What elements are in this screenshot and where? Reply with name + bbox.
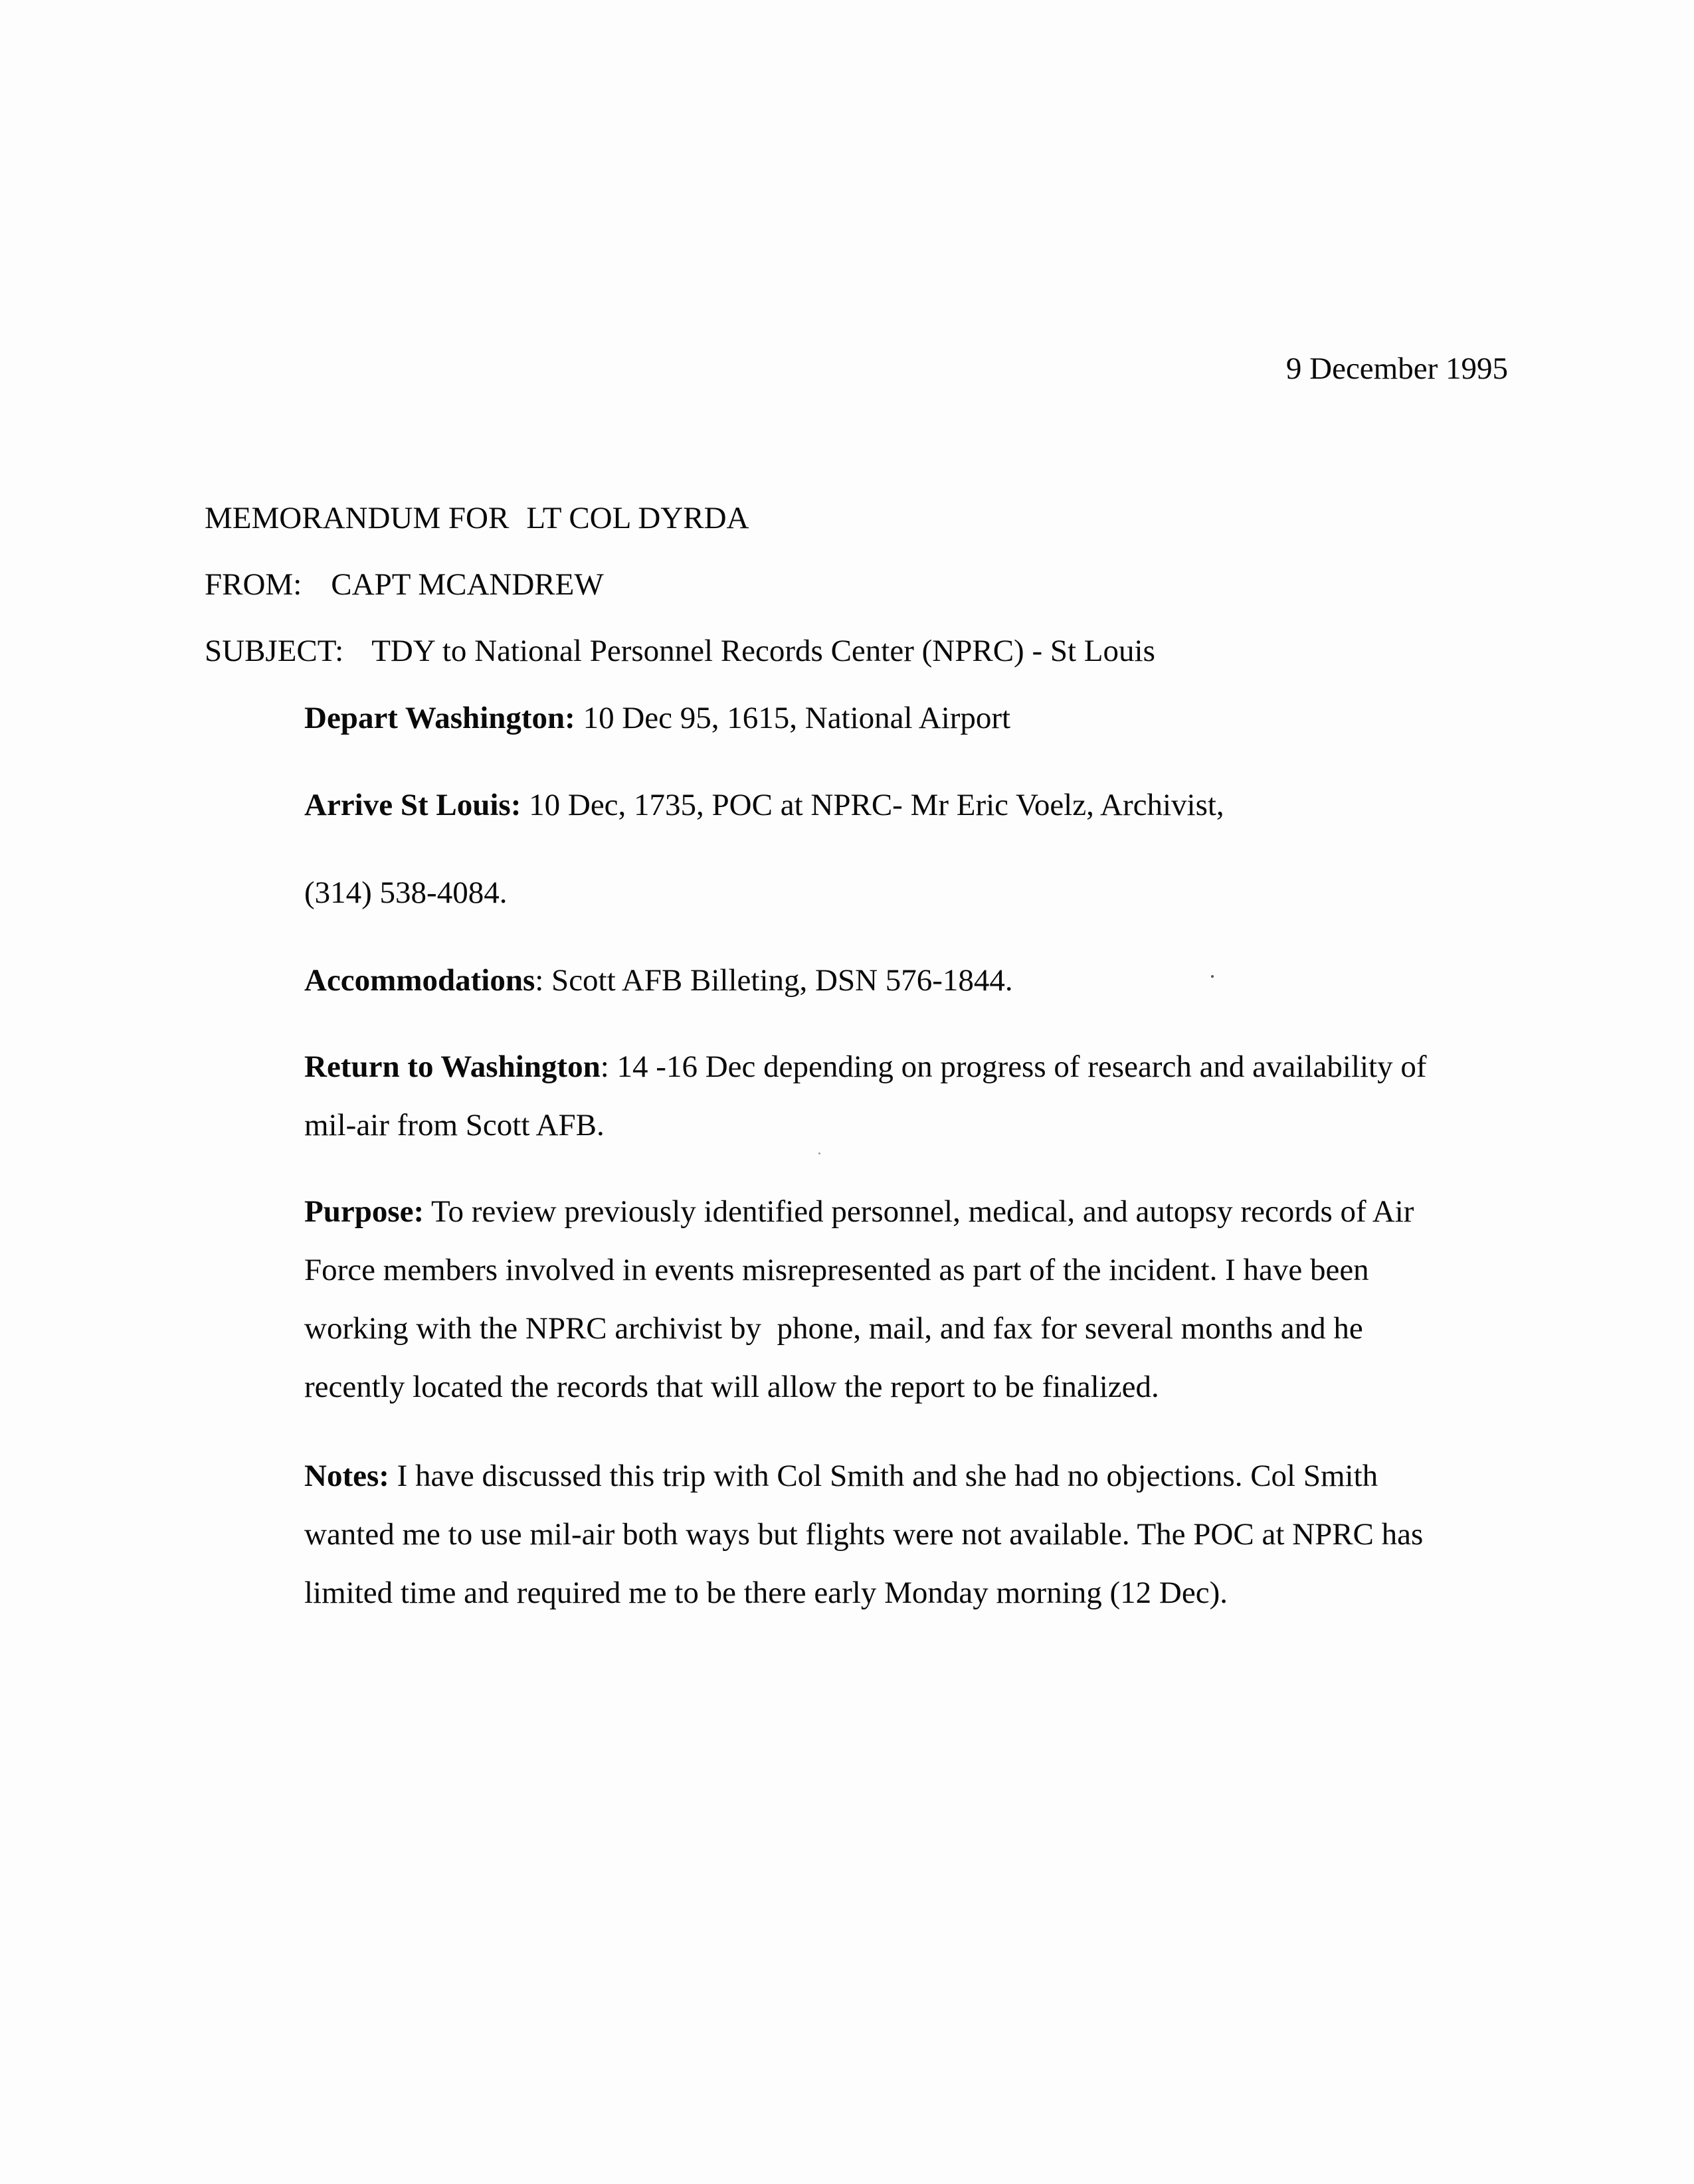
depart-paragraph (304, 689, 1508, 747)
arrive-label: Arrive St Louis: (304, 788, 521, 822)
depart-text: 10 Dec 95, 1615, National Airport (575, 701, 1011, 735)
purpose-label: Purpose: (304, 1194, 424, 1229)
from-value: CAPT MCANDREW (331, 567, 604, 602)
notes-paragraph (304, 1447, 1508, 1622)
scan-speck (1211, 975, 1214, 978)
return-text-1: : 14 -16 Dec depending on progress of research and availability of (600, 1049, 1427, 1084)
memorandum-for-label: MEMORANDUM FOR (205, 501, 510, 535)
subject-line (205, 628, 1155, 674)
purpose-line-2: Force members involved in events misrepresented as part of the incident. I have been (304, 1253, 1369, 1287)
memorandum-for-line (205, 495, 749, 541)
return-label: Return to Washington (304, 1049, 601, 1084)
accommodations-label: Accommodations (304, 963, 535, 998)
notes-line-2: wanted me to use mil-air both ways but flights were not available. The POC at NPRC has (304, 1517, 1424, 1552)
notes-line-1 (304, 1447, 1508, 1505)
purpose-line-1 (304, 1182, 1508, 1241)
memo-date: 9 December 1995 (1285, 351, 1508, 386)
subject-value: TDY to National Personnel Records Center (NPRC) - St Louis (371, 634, 1155, 668)
notes-line-3: limited time and required me to be there early Monday morning (12 Dec). (304, 1576, 1228, 1610)
purpose-paragraph (304, 1182, 1508, 1416)
from-label: FROM: (205, 567, 302, 602)
memorandum-for-value: LT COL DYRDA (526, 501, 749, 535)
accommodations-paragraph (304, 951, 1508, 1010)
arrive-text: 10 Dec, 1735, POC at NPRC- Mr Eric Voelz, Archivist, (521, 788, 1224, 822)
return-line-1 (304, 1038, 1508, 1096)
purpose-line-4: recently located the records that will allow the report to be finalized. (304, 1370, 1159, 1404)
arrive-paragraph (304, 776, 1508, 834)
depart-label: Depart Washington: (304, 701, 575, 735)
subject-label: SUBJECT: (205, 634, 344, 668)
scan-speck (818, 1152, 820, 1154)
return-paragraph (304, 1038, 1508, 1154)
purpose-text-1: To review previously identified personnel, medical, and autopsy records of Air (424, 1194, 1414, 1229)
return-line-2: mil-air from Scott AFB. (304, 1108, 605, 1142)
arrive-phone: (314) 538-4084. (304, 875, 508, 910)
notes-label: Notes: (304, 1459, 389, 1493)
notes-text-1: I have discussed this trip with Col Smith and she had no objections. Col Smith (389, 1459, 1378, 1493)
accommodations-text: : Scott AFB Billeting, DSN 576-1844. (535, 963, 1013, 998)
from-line (205, 561, 604, 608)
purpose-line-3: working with the NPRC archivist by phone, mail, and fax for several months and he (304, 1311, 1363, 1346)
